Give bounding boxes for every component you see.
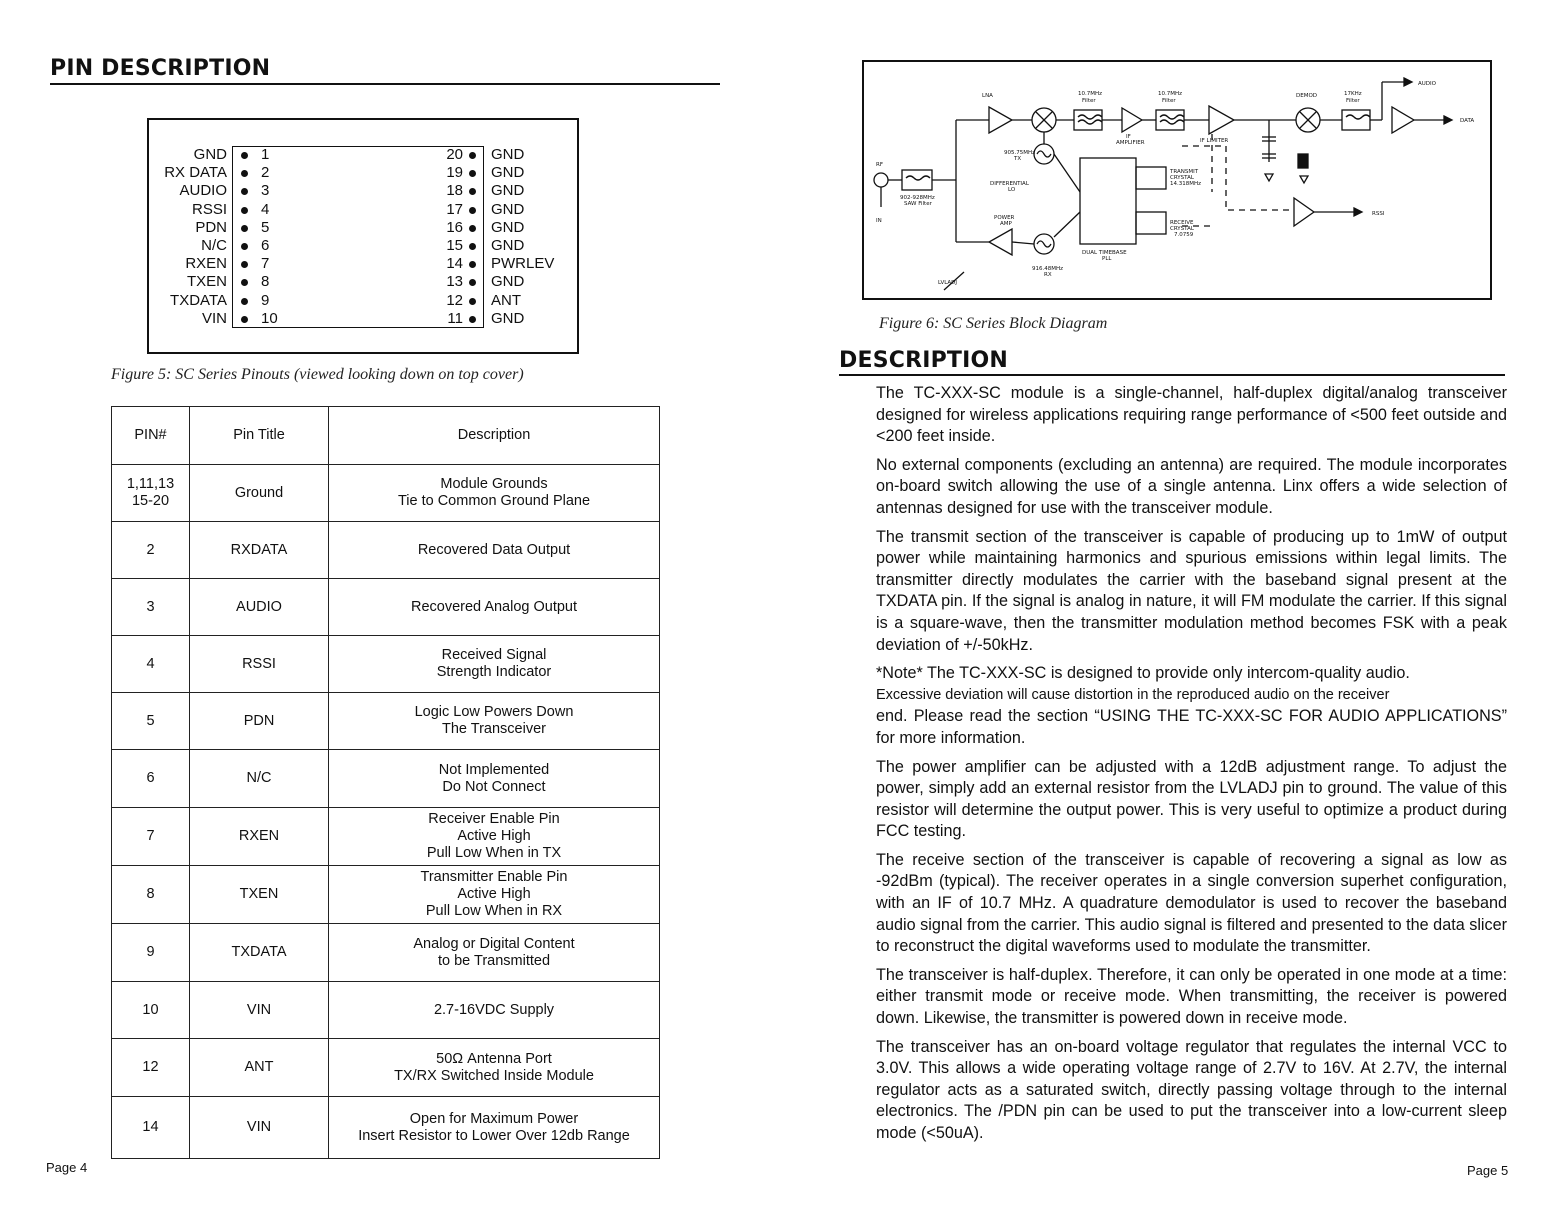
pin-right-label: GND (491, 164, 525, 182)
description-rule (839, 374, 1505, 376)
pin-left-number: 9 (261, 291, 270, 309)
description-line: 50Ω Antenna Port (436, 1050, 552, 1067)
description-line: Pull Low When in RX (425, 903, 563, 919)
pin-left-number: 3 (261, 182, 270, 200)
filter3-sub: Filter (1346, 98, 1360, 104)
paragraph: The receive section of the transceiver is capable of recovering a signal as low as -92dBm (typical). The receiver operates in a single conversion superhet configuration, with an IF of 10.7 MHz. A quadrature demodulator is used to recover the baseband audio signal from the carrier. This audio signal is filtered and presented to the data slicer to reconstruct the digital waveforms used to modulate the transmitter. (876, 850, 1507, 956)
pin-dot (469, 207, 476, 214)
col-description-header: Description (329, 407, 660, 465)
pin-left-label: RX DATA (164, 164, 227, 182)
description-body (876, 383, 1507, 1152)
rx-crystal-freq: 7.0759 (1174, 232, 1194, 238)
pin-right-number: 12 (446, 291, 463, 309)
description-title: DESCRIPTION (839, 348, 1009, 373)
pin-number: 6 (146, 770, 155, 786)
page-number-right: Page 5 (1467, 1163, 1509, 1178)
figure6-caption: Figure 6: SC Series Block Diagram (879, 315, 1108, 332)
pin-title-cell: TXEN (190, 866, 329, 924)
pin-left-label: RSSI (191, 200, 227, 218)
pin-left-label: TXDATA (170, 291, 227, 309)
note-line: Excessive deviation will cause distortion in the reproduced audio on the receiver (876, 686, 1390, 703)
pin-title-cell: ANT (190, 1039, 329, 1097)
pin-left-number: 5 (261, 218, 270, 236)
pin-number-cell (112, 1039, 190, 1097)
data-label: DATA (1460, 118, 1475, 124)
pin-dot (241, 225, 248, 232)
description-line: Insert Resistor to Lower Over 12db Range (358, 1127, 630, 1144)
pin-right-label: GND (491, 200, 525, 218)
description-line: Not Implemented (438, 761, 550, 778)
paragraph: No external components (excluding an antenna) are required. The module incorporates on-board switch allowing the use of a single antenna. Linx offers a wide selection of antennas designed for use with the transceiver module. (876, 455, 1507, 517)
pin-left-number: 6 (261, 237, 270, 254)
pin-right-label: GND (491, 146, 525, 163)
pin-right-label: GND (491, 309, 525, 327)
note-line: end. Please read the section “USING THE TC-XXX-SC FOR AUDIO APPLICATIONS” for more information. (876, 707, 1507, 747)
pin-dot (241, 207, 248, 214)
pin-dot (241, 152, 248, 159)
pin-left-number: 4 (261, 200, 270, 218)
pin-number: 8 (146, 886, 155, 902)
lna-amp (989, 107, 1012, 133)
rx-lo-freq: 916.48MHz (1032, 266, 1064, 272)
pin-description-cell (329, 579, 660, 636)
description-line: Logic Low Powers Down (414, 704, 574, 720)
pin-left-label: VIN (201, 309, 227, 327)
demod-label: DEMOD (1296, 93, 1318, 99)
pin-right-number: 15 (446, 237, 463, 254)
pin-description-cell (329, 522, 660, 579)
table-row (112, 924, 660, 982)
pin-dot (469, 298, 476, 305)
pin-right-number: 11 (447, 309, 463, 327)
saw-freq: 902-928MHz (900, 195, 935, 201)
description-line: Active High (457, 886, 531, 902)
pin-number-cell (112, 465, 190, 522)
pin-right-label: GND (491, 273, 525, 291)
pin-right-number: 19 (446, 164, 463, 182)
pin-description-cell (329, 693, 660, 750)
pin-left-label: GND (193, 146, 227, 163)
pin-title-cell: PDN (190, 693, 329, 750)
pin-number: 12 (142, 1059, 159, 1075)
table-row (112, 693, 660, 750)
pin-left-number: 1 (261, 146, 270, 163)
pin-description-cell (329, 465, 660, 522)
pin-number: 5 (146, 712, 155, 729)
pin-right-label: GND (491, 237, 525, 254)
description-line: Transmitter Enable Pin (420, 869, 568, 885)
description-line: Strength Indicator (436, 664, 552, 680)
audio-label: AUDIO (1418, 81, 1436, 87)
paragraph: The transmit section of the transceiver is capable of producing up to 1mW of output power while maintaining harmonics and spurious emissions within legal limits. The transmitter directly modulates the carrier with the baseband signal present at the TXDATA pin. If the signal is analog in nature, it will FM modulate the carrier. If this signal is a square-wave, then the transmitter modulation method becomes FSK with a peak deviation of +/-50kHz. (876, 527, 1507, 654)
pin-title-cell: VIN (190, 982, 329, 1039)
pin-number: 3 (146, 598, 155, 615)
rssi-label: RSSI (1372, 211, 1385, 217)
description-line: Receiver Enable Pin (428, 811, 560, 827)
pin-number-cell (112, 522, 190, 579)
figure5-caption: Figure 5: SC Series Pinouts (viewed looking down on top cover) (111, 366, 524, 383)
lvladj-label: LVLADJ (938, 280, 958, 286)
description-line: Recovered Data Output (417, 541, 571, 558)
page-number-left: Page 4 (46, 1160, 88, 1175)
pin-title-cell: N/C (190, 750, 329, 808)
description-line: Recovered Analog Output (410, 598, 578, 615)
rx-lo-label: RX (1044, 272, 1052, 278)
if-label: IF (1126, 134, 1131, 140)
tx-lo-label: TX (1014, 156, 1022, 162)
diff-lo-sub: LO (1008, 187, 1016, 193)
filter1-sub: Filter (1082, 98, 1096, 104)
pin-number: 2 (146, 541, 155, 558)
pin-number-cell (112, 750, 190, 808)
pin-right-label: ANT (491, 291, 521, 309)
description-line: Open for Maximum Power (409, 1110, 579, 1127)
pin-title-cell: Ground (190, 465, 329, 522)
pin-title-cell: RXEN (190, 808, 329, 866)
lna-label: LNA (982, 93, 993, 99)
rf-label: RF (876, 162, 883, 168)
pin-table (111, 406, 660, 1159)
if-amp-label: AMPLIFIER (1116, 140, 1145, 146)
pin-right-number: 13 (446, 273, 463, 291)
pin-number: 14 (142, 1119, 159, 1135)
pin-left-label: AUDIO (179, 182, 227, 200)
pin-title-cell: AUDIO (190, 579, 329, 636)
pin-right-label: GND (491, 218, 525, 236)
description-line: Active High (457, 828, 531, 844)
pin-description-cell (329, 924, 660, 982)
pin-number-cell (112, 636, 190, 693)
pin-left-label: PDN (195, 218, 227, 236)
pin-description-cell (329, 808, 660, 866)
description-line: The Transceiver (442, 721, 546, 737)
pll-label: DUAL TIMEBASE (1082, 250, 1127, 256)
power-amp-sub: AMP (1000, 221, 1012, 227)
pin-dot (469, 243, 476, 250)
pin-dot (469, 316, 476, 323)
table-row (112, 1039, 660, 1097)
pin-number: 15-20 (131, 493, 170, 509)
pin-dot (469, 225, 476, 232)
description-line: Tie to Common Ground Plane (397, 493, 591, 509)
description-line: Do Not Connect (442, 778, 546, 795)
pin-left-number: 2 (261, 164, 270, 182)
filter2-label: 10.7MHz (1158, 91, 1183, 97)
pin-number-cell (112, 866, 190, 924)
note-paragraph (876, 663, 1507, 749)
table-header-row (112, 407, 660, 465)
pin-left-label: TXEN (186, 273, 227, 291)
filter1-label: 10.7MHz (1078, 91, 1103, 97)
power-amp-label: POWER (994, 215, 1015, 221)
table-row (112, 1097, 660, 1159)
table-row (112, 522, 660, 579)
pin-number: 10 (142, 1001, 159, 1018)
description-line: Module Grounds (440, 476, 548, 492)
pin-number-cell (112, 924, 190, 982)
pinout-figure (147, 118, 579, 354)
pin-right-number: 17 (446, 200, 463, 218)
title-rule (50, 83, 720, 85)
pin-dot (241, 316, 248, 323)
pin-left-label: N/C (201, 237, 227, 254)
pin-number: 4 (146, 655, 155, 672)
pin-dot (469, 152, 476, 159)
table-row (112, 636, 660, 693)
note-line: *Note* The TC-XXX-SC is designed to provide only intercom-quality audio. (876, 664, 1410, 683)
tx-crystal-label: TRANSMIT (1170, 169, 1199, 175)
pin-number: 9 (146, 944, 155, 960)
rx-crystal-label: RECEIVE (1170, 220, 1194, 226)
table-row (112, 982, 660, 1039)
description-line: TX/RX Switched Inside Module (394, 1067, 594, 1084)
pll-sub: PLL (1102, 256, 1112, 262)
table-row (112, 866, 660, 924)
description-line: to be Transmitted (437, 952, 551, 969)
pin-right-label: GND (491, 182, 525, 200)
diff-lo-label: DIFFERENTIAL (990, 181, 1029, 187)
table-row (112, 808, 660, 866)
filter2-sub: Filter (1162, 98, 1176, 104)
pin-right-number: 20 (446, 146, 463, 163)
pin-title-cell: RSSI (190, 636, 329, 693)
filter3-label: 17KHz (1344, 91, 1362, 97)
tx-crystal-freq: 14.318MHz (1170, 181, 1202, 187)
pin-description-cell (329, 1039, 660, 1097)
pin-number: 1,11,13 (126, 476, 175, 492)
pin-description-cell (329, 982, 660, 1039)
table-row (112, 750, 660, 808)
pin-title-cell: VIN (190, 1097, 329, 1159)
tx-crystal-sub: CRYSTAL (1170, 175, 1194, 181)
pin-left-number: 7 (261, 255, 270, 273)
pin-right-label: PWRLEV (491, 255, 555, 273)
pin-description-title: PIN DESCRIPTION (50, 56, 271, 81)
pin-right-number: 18 (446, 182, 463, 200)
description-line: 2.7-16VDC Supply (433, 1001, 555, 1018)
pin-description-cell (329, 1097, 660, 1159)
description-line: Received Signal (441, 647, 547, 663)
pin-number-cell (112, 579, 190, 636)
pin-dot (241, 298, 248, 305)
pin-dot (241, 243, 248, 250)
pin-left-number: 10 (261, 309, 278, 327)
pin-title-cell: RXDATA (190, 522, 329, 579)
in-label: IN (876, 218, 882, 224)
if-limiter-label: IF LIMITER (1200, 138, 1229, 144)
pin-number-cell (112, 693, 190, 750)
pin-number-cell (112, 1097, 190, 1159)
table-row (112, 465, 660, 522)
pin-left-number: 8 (261, 273, 270, 291)
block-diagram-figure (862, 60, 1492, 300)
paragraph: The transceiver is half-duplex. Therefore, it can only be operated in one mode at a time: either transmit mode or receive mode. When transmitting, the receiver is powered down. Likewise, the transmitter is powered down in receive mode. (876, 965, 1507, 1028)
description-line: Analog or Digital Content (413, 935, 575, 952)
col-pin-header: PIN# (112, 407, 190, 465)
tx-lo-freq: 905.75MHz (1004, 150, 1036, 156)
block-diagram (864, 62, 1490, 298)
pin-number-cell (112, 808, 190, 866)
saw-label: SAW Filter (904, 201, 932, 207)
pin-number: 7 (146, 828, 155, 844)
pin-description-cell (329, 866, 660, 924)
paragraph: The transceiver has an on-board voltage regulator that regulates the internal VCC to 3.0V. This allows a wide operating voltage range of 2.7V to 16V. At 2.7V, the internal regulator acts as a saturated switch, directly passing voltage through to the internal electronics. The /PDN pin can be used to put the transceiver into a low-current sleep mode (<50uA). (876, 1037, 1507, 1142)
pin-description-cell (329, 750, 660, 808)
pin-description-cell (329, 636, 660, 693)
description-line: Pull Low When in TX (426, 845, 562, 861)
pin-right-number: 14 (446, 255, 463, 273)
pin-title-cell: TXDATA (190, 924, 329, 982)
paragraph: The TC-XXX-SC module is a single-channel, half-duplex digital/analog transceiver designed for wireless applications requiring range performance of <500 feet outside and <200 feet inside. (876, 384, 1507, 446)
col-title-header: Pin Title (190, 407, 329, 465)
pin-right-number: 16 (446, 218, 463, 236)
pin-number-cell (112, 982, 190, 1039)
paragraph: The power amplifier can be adjusted with a 12dB adjustment range. To adjust the power, simply add an external resistor from the LVLADJ pin to ground. The value of this resistor will determine the output power. This is very useful to optimize a product during FCC testing. (876, 757, 1507, 841)
table-row (112, 579, 660, 636)
rx-crystal-sub: CRYSTAL (1170, 226, 1194, 232)
pin-left-label: RXEN (185, 255, 227, 273)
